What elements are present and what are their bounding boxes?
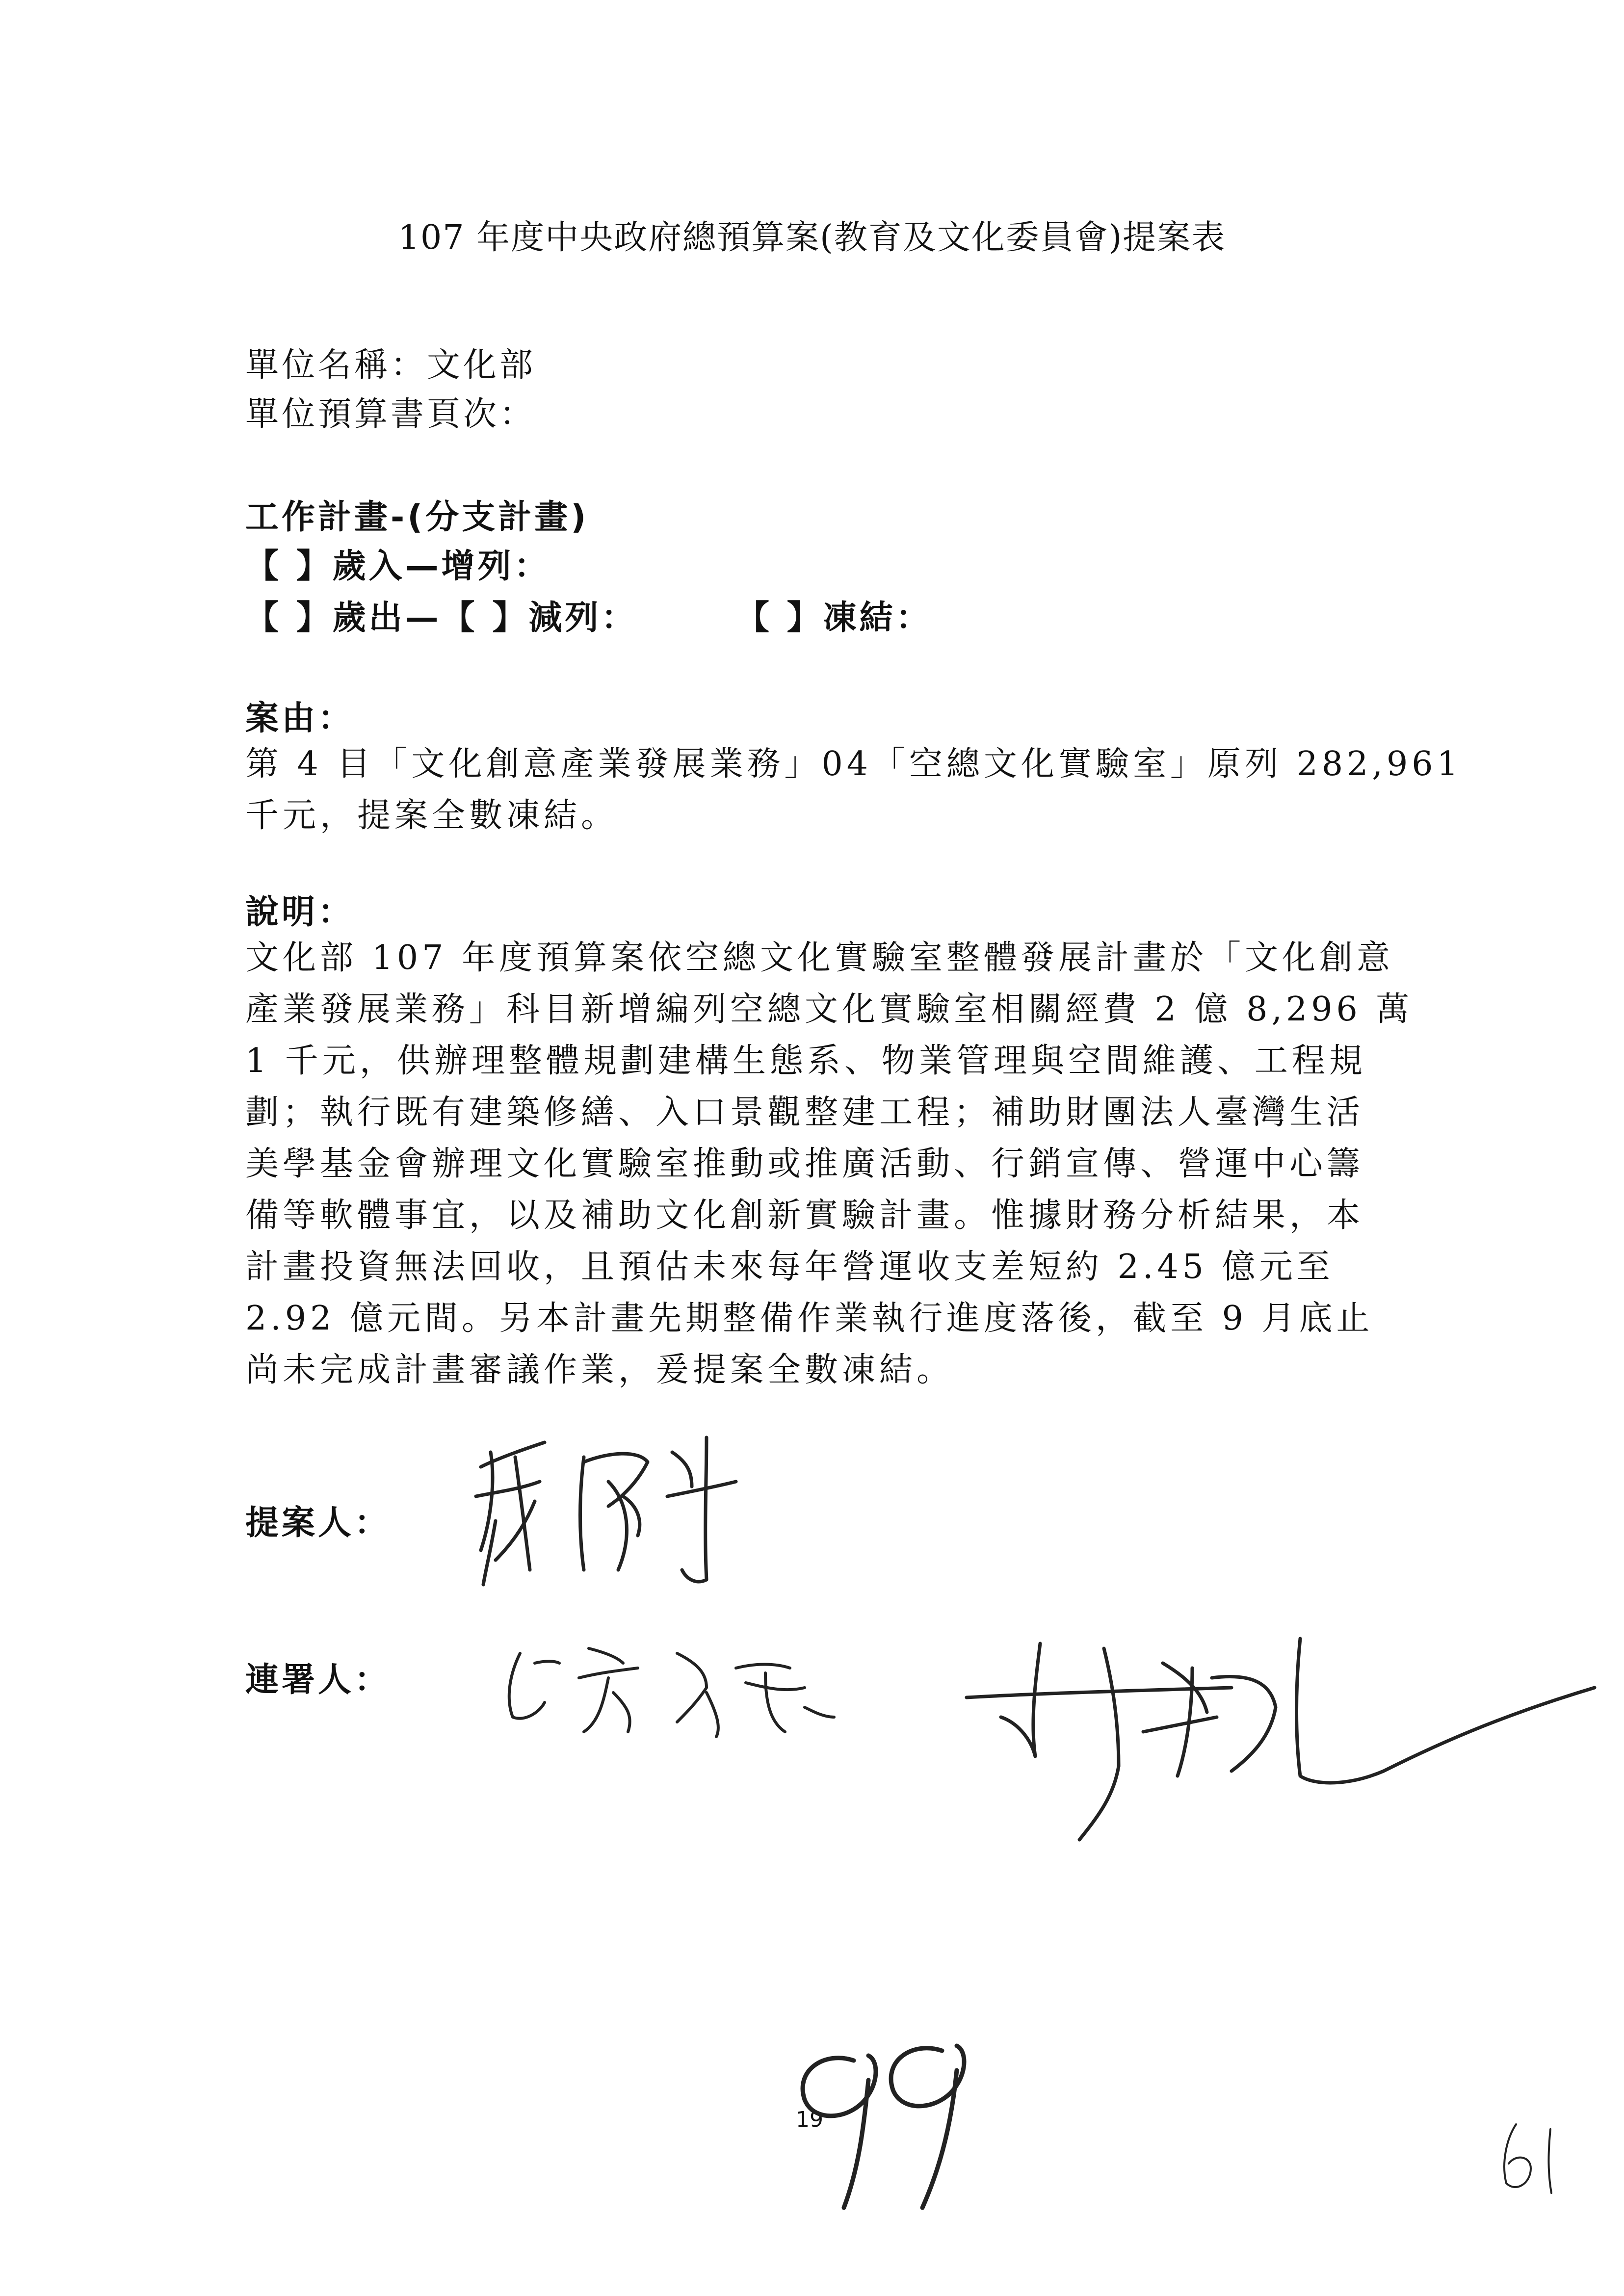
page-title: 107 年度中央政府總預算案(教育及文化委員會)提案表 [398,218,1226,257]
reason-label: 案由： [245,699,355,738]
cosigner-label: 連署人： [245,1661,391,1699]
explanation-line: 產業發展業務」科目新增編列空總文化實驗室相關經費 2 億 8,296 萬 [245,990,1414,1029]
unit-page-line: 單位預算書頁次： [245,395,536,434]
unit-name-line: 單位名稱：文化部 [245,346,536,385]
page-number: 19 [796,2107,823,2132]
explanation-line: 劃；執行既有建築修繕、入口景觀整建工程；補助財團法人臺灣生活 [245,1093,1364,1132]
reason-line: 第 4 目「文化創意產業發展業務」04「空總文化實驗室」原列 282,961 [245,745,1462,783]
cosigner-signature-1 [491,1634,859,1751]
reason-line: 千元，提案全數凍結。 [245,796,619,835]
explanation-line: 2.92 億元間。另本計畫先期整備作業執行進度落後，截至 9 月底止 [245,1299,1374,1338]
expenditure-line: 【 】歲出—【 】減列： [245,599,638,637]
reason-text [245,738,1462,841]
revenue-line: 【 】歲入—增列： [245,547,550,586]
proposer-label: 提案人： [245,1504,391,1542]
explanation-text [245,932,1413,1396]
explanation-line: 尚未完成計畫審議作業，爰提案全數凍結。 [245,1351,954,1389]
cosigner-signature-2 [957,1609,1604,1864]
handwritten-page-number [785,2021,991,2227]
explanation-line: 計畫投資無法回收，且預估未來每年營運收支差短約 2.45 億元至 [245,1248,1334,1286]
plan-heading: 工作計畫-(分支計畫) [245,498,589,537]
explanation-line: 文化部 107 年度預算案依空總文化實驗室整體發展計畫於「文化創意 [245,939,1394,977]
freeze-line: 【 】凍結： [736,599,932,637]
corner-mark [1496,2110,1575,2208]
explanation-line: 1 千元，供辦理整體規劃建構生態系、物業管理與空間維護、工程規 [245,1042,1366,1080]
explanation-line: 備等軟體事宜，以及補助文化創新實驗計畫。惟據財務分析結果，本 [245,1196,1364,1235]
explanation-line: 美學基金會辦理文化實驗室推動或推廣活動、行銷宣傳、營運中心籌 [245,1145,1364,1183]
explanation-label: 說明： [245,893,355,932]
proposer-signature [461,1423,765,1639]
